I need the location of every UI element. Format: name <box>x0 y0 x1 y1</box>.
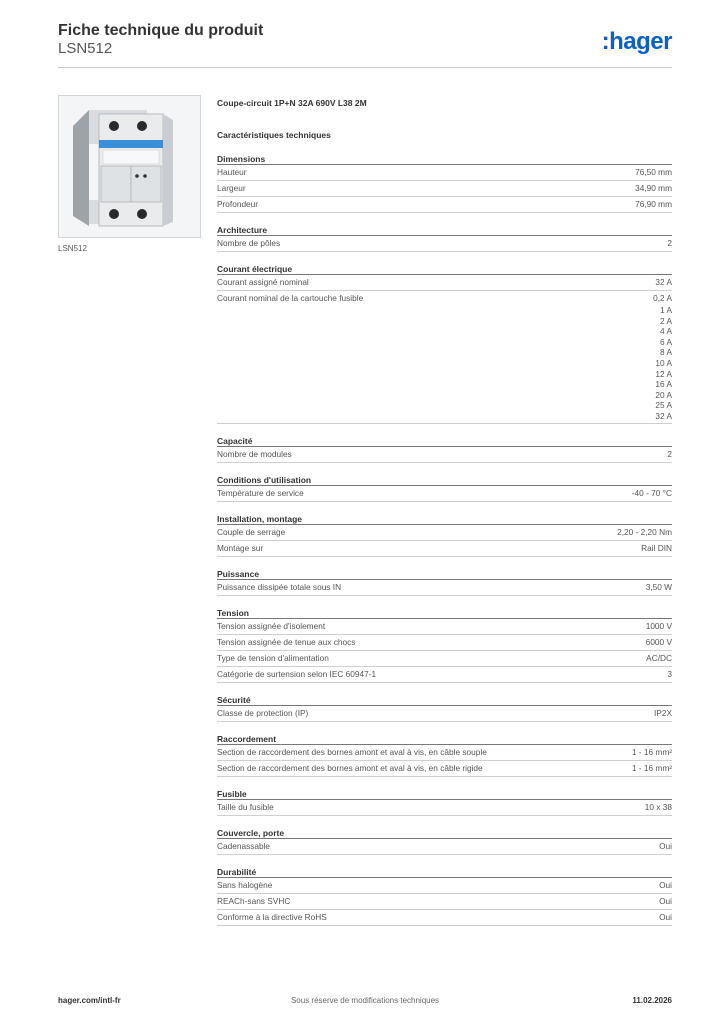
spec-value <box>646 635 672 650</box>
spec-value-item: 3 <box>667 668 672 679</box>
logo-text: hager <box>609 28 672 55</box>
spec-label: Catégorie de surtension selon IEC 60947-1 <box>217 668 377 679</box>
spec-row <box>217 894 672 910</box>
spec-section <box>217 788 672 816</box>
spec-label: Cadenassable <box>217 840 271 851</box>
spec-label: REACh-sans SVHC <box>217 895 291 906</box>
spec-value <box>659 878 672 893</box>
spec-row <box>217 839 672 855</box>
spec-value-item: 1 - 16 mm² <box>631 746 672 757</box>
spec-section <box>217 607 672 683</box>
spec-row <box>217 181 672 197</box>
fuse-holder-illustration <box>59 96 200 237</box>
spec-section <box>217 224 672 252</box>
spec-value <box>645 800 672 815</box>
spec-label: Nombre de modules <box>217 448 292 459</box>
spec-value <box>632 745 672 760</box>
spec-section <box>217 733 672 777</box>
spec-value-item: Oui <box>659 879 672 890</box>
spec-row <box>217 910 672 926</box>
spec-value-item: 1 A <box>660 305 672 315</box>
spec-content <box>217 96 672 926</box>
spec-value-item: 12 A <box>655 368 672 379</box>
spec-value-item: 32 A <box>655 410 672 421</box>
product-reference: LSN512 <box>58 40 113 57</box>
spec-value-item: 2 <box>667 448 672 459</box>
spec-value-item: 34,90 mm <box>635 183 672 193</box>
section-title: Puissance <box>217 568 672 580</box>
spec-value-item: 3,50 W <box>645 581 672 592</box>
section-title: Fusible <box>217 788 672 800</box>
spec-value <box>667 667 672 682</box>
spec-value <box>632 761 672 776</box>
spec-label: Type de tension d'alimentation <box>217 652 329 663</box>
spec-label: Largeur <box>217 183 246 193</box>
product-description: Coupe-circuit 1P+N 32A 690V L38 2M <box>217 98 367 108</box>
spec-value-item: -40 - 70 °C <box>631 487 672 498</box>
spec-value-item: 32 A <box>655 277 672 287</box>
spec-value <box>655 275 672 290</box>
spec-value <box>641 541 672 556</box>
document-title: Fiche technique du produit <box>58 22 264 39</box>
spec-value-item: 2 A <box>660 315 672 326</box>
spec-value-item: 6000 V <box>645 636 672 647</box>
spec-label: Section de raccordement des bornes amont et aval à vis, en câble rigide <box>217 762 483 773</box>
spec-label: Tension assignée de tenue aux chocs <box>217 636 356 647</box>
spec-value-item: 10 A <box>655 357 672 368</box>
section-title: Installation, montage <box>217 513 672 525</box>
spec-value <box>659 894 672 909</box>
spec-value-item: 76,90 mm <box>635 199 672 209</box>
spec-row <box>217 580 672 596</box>
spec-label: Nombre de pôles <box>217 238 281 248</box>
spec-value-item: 4 A <box>660 326 672 337</box>
spec-value <box>635 181 672 196</box>
footer-website: hager.com/intl-fr <box>58 996 121 1005</box>
spec-value <box>632 486 672 501</box>
spec-value <box>635 165 672 180</box>
spec-label: Courant assigné nominal <box>217 277 309 287</box>
spec-section <box>217 568 672 596</box>
spec-label: Hauteur <box>217 167 247 177</box>
spec-row <box>217 667 672 683</box>
spec-row <box>217 447 672 463</box>
spec-label: Montage sur <box>217 542 264 553</box>
spec-section <box>217 153 672 213</box>
spec-row <box>217 800 672 816</box>
section-title: Conditions d'utilisation <box>217 474 672 486</box>
spec-value <box>653 291 672 423</box>
spec-value-item: 1 - 16 mm² <box>631 762 672 773</box>
spec-value <box>654 706 672 721</box>
spec-value-item: Oui <box>659 840 672 851</box>
spec-value-item: 6 A <box>660 336 672 347</box>
spec-row <box>217 486 672 502</box>
section-title: Architecture <box>217 224 672 236</box>
page-header <box>58 20 672 70</box>
spec-label: Température de service <box>217 487 304 498</box>
spec-row <box>217 291 672 424</box>
spec-value-item: AC/DC <box>646 652 672 663</box>
section-title: Capacité <box>217 435 672 447</box>
spec-row <box>217 236 672 252</box>
spec-value <box>617 525 672 540</box>
spec-value-item: 10 x 38 <box>644 801 672 812</box>
spec-value-item: Oui <box>659 895 672 906</box>
spec-row <box>217 619 672 635</box>
spec-section <box>217 435 672 463</box>
spec-label: Tension assignée d'isolement <box>217 620 326 631</box>
section-title: Courant électrique <box>217 263 672 275</box>
spec-value-item: 25 A <box>655 400 672 411</box>
spec-label: Taille du fusible <box>217 801 274 812</box>
spec-label: Profondeur <box>217 199 259 209</box>
hager-logo <box>602 28 672 56</box>
spec-value <box>646 651 672 666</box>
spec-label: Classe de protection (IP) <box>217 707 309 718</box>
spec-section <box>217 827 672 855</box>
spec-value-item: 8 A <box>660 347 672 358</box>
product-image <box>58 95 201 238</box>
spec-value-item: 2,20 - 2,20 Nm <box>617 526 672 537</box>
image-caption: LSN512 <box>58 244 87 253</box>
spec-value <box>667 236 672 251</box>
spec-row <box>217 165 672 181</box>
spec-row <box>217 761 672 777</box>
page-footer <box>58 996 672 1008</box>
spec-row <box>217 275 672 291</box>
footer-disclaimer: Sous réserve de modifications techniques <box>290 996 440 1005</box>
spec-row <box>217 745 672 761</box>
spec-value-item: 16 A <box>655 379 672 390</box>
spec-value <box>635 197 672 212</box>
spec-section <box>217 694 672 722</box>
spec-value <box>646 619 672 634</box>
spec-value-item: 1000 V <box>645 620 672 631</box>
spec-value-item: 20 A <box>655 389 672 400</box>
logo-prefix: : <box>601 28 610 55</box>
spec-value-item: 76,50 mm <box>635 167 672 177</box>
specs-heading: Caractéristiques techniques <box>217 130 331 140</box>
spec-section <box>217 513 672 557</box>
spec-value-item: 2 <box>667 238 672 248</box>
spec-row <box>217 878 672 894</box>
section-title: Couvercle, porte <box>217 827 672 839</box>
spec-value <box>659 839 672 854</box>
spec-row <box>217 651 672 667</box>
spec-value <box>659 910 672 925</box>
spec-value <box>646 580 672 595</box>
footer-date: 11.02.2026 <box>632 996 672 1005</box>
spec-label: Couple de serrage <box>217 526 286 537</box>
section-title: Dimensions <box>217 153 672 165</box>
spec-row <box>217 197 672 213</box>
spec-label: Sans halogène <box>217 879 273 890</box>
spec-label: Section de raccordement des bornes amont et aval à vis, en câble souple <box>217 746 487 757</box>
spec-value-item: Oui <box>659 911 672 922</box>
spec-section <box>217 474 672 502</box>
spec-row <box>217 541 672 557</box>
section-title: Sécurité <box>217 694 672 706</box>
spec-value-item: IP2X <box>654 707 672 718</box>
header-divider <box>58 67 672 68</box>
spec-section <box>217 866 672 926</box>
section-title: Tension <box>217 607 672 619</box>
spec-label: Courant nominal de la cartouche fusible <box>217 293 364 303</box>
spec-value-item: 0,2 A <box>653 293 672 303</box>
section-title: Durabilité <box>217 866 672 878</box>
spec-label: Conforme à la directive RoHS <box>217 911 327 922</box>
spec-section <box>217 263 672 424</box>
spec-label: Puissance dissipée totale sous IN <box>217 581 342 592</box>
spec-value-item: Rail DIN <box>641 542 672 553</box>
spec-value <box>667 447 672 462</box>
spec-row <box>217 525 672 541</box>
spec-row <box>217 706 672 722</box>
spec-sections <box>217 153 672 926</box>
spec-row <box>217 635 672 651</box>
section-title: Raccordement <box>217 733 672 745</box>
